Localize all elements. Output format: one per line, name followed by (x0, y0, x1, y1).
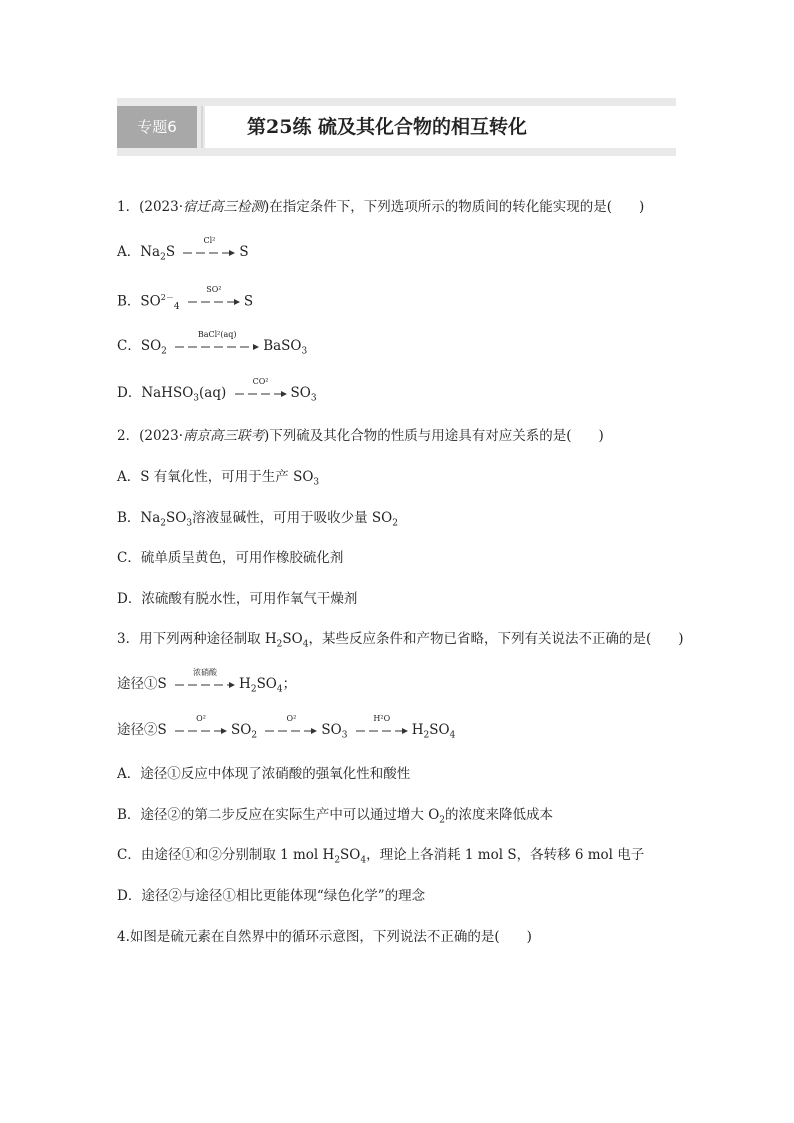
reaction-arrow: O² (175, 724, 227, 738)
header-divider (201, 106, 203, 148)
q3-path-1: 途径①S 浓硝酸 $H_2SO_4$； (117, 667, 297, 695)
q2-option-a: A．S 有氧化性，可用于生产 $SO_3$ (117, 469, 320, 488)
q3-option-d: D．途径②与途径①相比更能体现“绿色化学”的理念 (117, 888, 426, 904)
q1-option-c: C．$SO_2$ BaCl²(aq) BaSO$_3$ (117, 329, 308, 357)
q1-option-b: B．$SO^{2-}_4$ SO² S (117, 285, 254, 313)
q1-option-a: A．$Na_2S$ Cl² S (117, 235, 249, 263)
reaction-arrow: Cl² (183, 246, 235, 260)
reaction-arrow: SO² (188, 295, 240, 309)
q3-stem: 3．用下列两种途径制取 $H_2SO_4$，某些反应条件和产物已省略，下列有关说法不正确的是( ) (117, 631, 684, 650)
page-title: 第25练 硫及其化合物的相互转化 (205, 106, 676, 148)
reaction-arrow: CO² (235, 387, 287, 401)
q2-option-c: C．硫单质呈黄色，可用作橡胶硫化剂 (117, 550, 344, 566)
q3-path-2: 途径②S O² $SO_2$ O² $SO_3$ H²O $H_2SO_4$ (117, 713, 456, 741)
reaction-arrow: 浓硝酸 (175, 678, 235, 692)
q2-option-b: B．$Na_2SO_3$溶液显碱性，可用于吸收少量 $SO_2$ (117, 510, 398, 529)
q3-option-c: C．由途径①和②分别制取 1 mol $H_2SO_4$，理论上各消耗 1 mol S，各转移 6 mol 电子 (117, 847, 645, 866)
q2-option-d: D．浓硫酸有脱水性，可用作氧气干燥剂 (117, 591, 358, 607)
topic-tag: 专题6 (117, 106, 197, 148)
reaction-arrow: BaCl²(aq) (175, 340, 259, 354)
q1-source: 宿迁高三检测 (183, 199, 265, 215)
q1-option-d: D．NaHSO$_3$(aq) CO² $SO_3$ (117, 376, 317, 404)
section-header (117, 98, 676, 156)
q3-option-a: A．途径①反应中体现了浓硝酸的强氧化性和酸性 (117, 766, 411, 782)
q1-stem: 1．(2023·宿迁高三检测)在指定条件下，下列选项所示的物质间的转化能实现的是( ) (117, 199, 645, 215)
reaction-arrow: H²O (356, 724, 408, 738)
q4-stem: 4.如图是硫元素在自然界中的循环示意图，下列说法不正确的是( ) (117, 929, 532, 945)
q3-option-b: B．途径②的第二步反应在实际生产中可以通过增大 $O_2$的浓度来降低成本 (117, 807, 554, 826)
q2-stem: 2．(2023·南京高三联考)下列硫及其化合物的性质与用途具有对应关系的是( ) (117, 428, 604, 444)
reaction-arrow: O² (265, 724, 317, 738)
q2-source: 南京高三联考 (183, 428, 265, 444)
